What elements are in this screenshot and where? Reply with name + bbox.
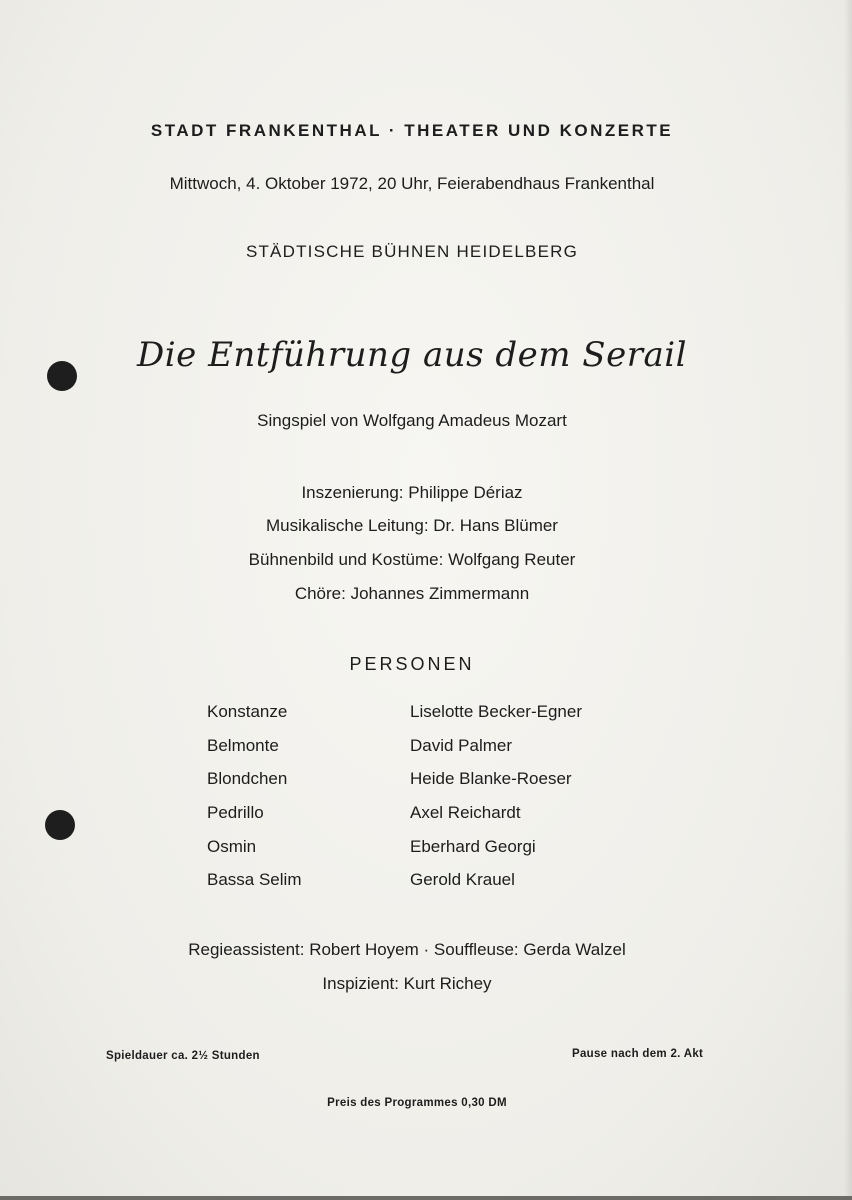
cast-role: Konstanze: [207, 702, 288, 721]
work-title: Die Entführung aus dem Serail: [137, 335, 687, 375]
cast-actor: Gerold Krauel: [410, 870, 515, 889]
cast-actor: Eberhard Georgi: [410, 837, 536, 856]
page-bottom-edge: [0, 1196, 852, 1200]
cast-heading: PERSONEN: [349, 654, 475, 674]
cast-role: Bassa Selim: [207, 870, 302, 889]
work-subtitle: Singspiel von Wolfgang Amadeus Mozart: [257, 411, 567, 430]
cast-row: [207, 837, 707, 859]
cast-row: [207, 803, 707, 825]
intermission-note: Pause nach dem 2. Akt: [572, 1048, 704, 1060]
cast-role: Pedrillo: [207, 803, 264, 822]
assistant-credits: Regieassistent: Robert Hoyem · Souffleuse: Gerda Walzel: [188, 940, 626, 959]
cast-row: [207, 702, 707, 724]
page-edge-shadow: [844, 0, 852, 1200]
cast-actor: Liselotte Becker-Egner: [410, 702, 582, 721]
running-time: Spieldauer ca. 2½ Stunden: [106, 1050, 260, 1062]
theater-company: STÄDTISCHE BÜHNEN HEIDELBERG: [245, 242, 579, 261]
cast-row: [207, 870, 707, 892]
credit-direction: Inszenierung: Philippe Dériaz: [301, 483, 523, 502]
cast-role: Belmonte: [207, 736, 279, 755]
stage-manager-credit: Inspizient: Kurt Richey: [322, 974, 492, 993]
cast-role: Blondchen: [207, 769, 288, 788]
cast-role: Osmin: [207, 837, 257, 856]
cast-row: [207, 736, 707, 758]
credit-chorus: Chöre: Johannes Zimmermann: [294, 584, 530, 603]
performance-date: Mittwoch, 4. Oktober 1972, 20 Uhr, Feierabendhaus Frankenthal: [169, 174, 655, 193]
cast-actor: Axel Reichardt: [410, 803, 521, 822]
credit-music: Musikalische Leitung: Dr. Hans Blümer: [266, 516, 558, 535]
cast-actor: Heide Blanke-Roeser: [410, 769, 572, 788]
credit-design: Bühnenbild und Kostüme: Wolfgang Reuter: [248, 550, 576, 569]
punch-hole-bottom: [45, 810, 75, 840]
organizer-heading: STADT FRANKENTHAL · THEATER UND KONZERTE: [150, 121, 674, 140]
program-price: Preis des Programmes 0,30 DM: [327, 1097, 507, 1109]
cast-row: [207, 769, 707, 791]
cast-actor: David Palmer: [410, 736, 513, 755]
